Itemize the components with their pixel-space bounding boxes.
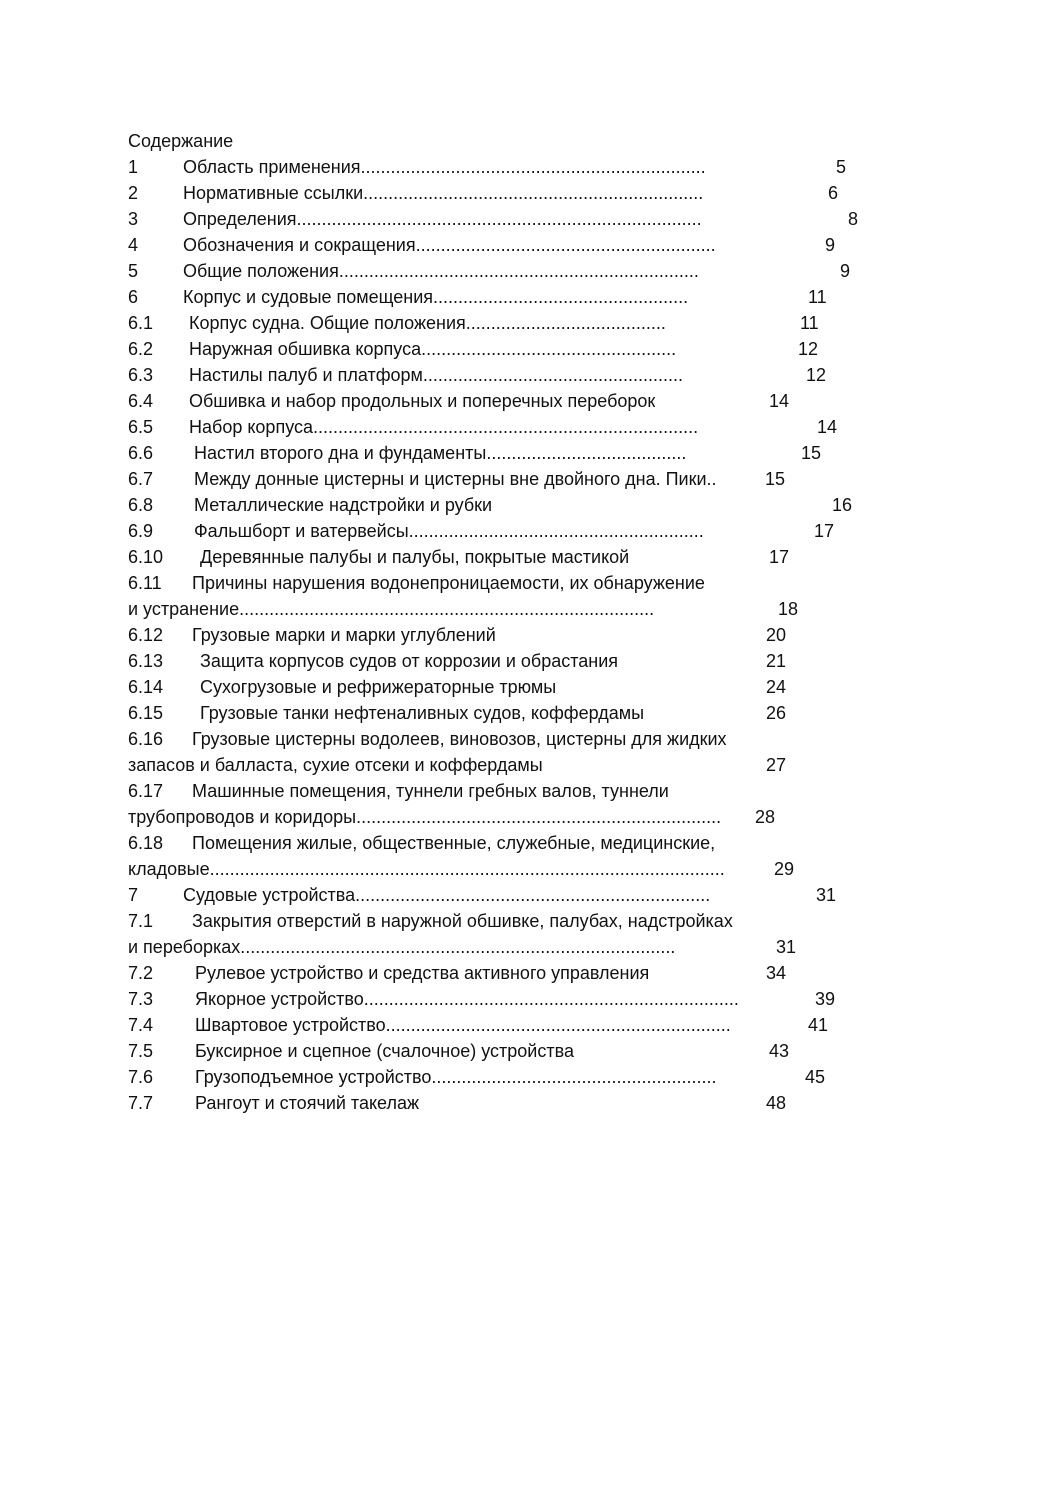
toc-entry xyxy=(128,778,908,804)
toc-entry-title-text: Рулевое устройство и средства активного управления xyxy=(195,963,650,983)
toc-entry xyxy=(128,154,908,180)
toc-entry-title xyxy=(189,336,676,362)
toc-entry-title xyxy=(200,648,618,674)
toc-entry-number: 6.4 xyxy=(128,391,154,411)
toc-entry xyxy=(128,648,908,674)
toc-entry-number: 6.2 xyxy=(128,339,154,359)
toc-entry-title xyxy=(194,518,704,544)
toc-entry-leader: ........................................ xyxy=(486,443,687,463)
toc-entry-title-text: Буксирное и сцепное (счалочное) устройства xyxy=(195,1041,574,1061)
toc-entry-leader: .. xyxy=(706,469,717,489)
toc-entry-title xyxy=(183,882,710,908)
toc-entry-continuation xyxy=(128,804,908,830)
toc-entry-title-text: Помещения жилые, общественные, служебные, медицинские, xyxy=(192,833,716,853)
toc-entry-title-text: Настилы палуб и платформ xyxy=(189,365,423,385)
toc-entry-title-text: Обозначения и сокращения xyxy=(183,235,416,255)
toc-entry xyxy=(128,726,908,752)
toc-entry-page: 17 xyxy=(814,521,835,541)
toc-entry-number: 6.3 xyxy=(128,365,154,385)
toc-entry-cont-text: запасов и балласта, сухие отсеки и коффердамы xyxy=(128,755,543,775)
toc-entry-page: 11 xyxy=(808,287,827,307)
toc-entry-number: 7.5 xyxy=(128,1041,154,1061)
toc-entry-title xyxy=(195,1064,716,1090)
toc-entry-page: 31 xyxy=(776,937,797,957)
toc-entry-title xyxy=(189,362,683,388)
toc-entry-title-text: Машинные помещения, туннели гребных валов, туннели xyxy=(192,781,669,801)
toc-entry-leader: ........................................ xyxy=(465,313,666,333)
toc-entry-number: 6 xyxy=(128,287,139,307)
toc-entry-title-text: Грузовые танки нефтеналивных судов, коффердамы xyxy=(200,703,645,723)
toc-entry-number: 6.10 xyxy=(128,547,164,567)
toc-entry-leader: ................................................................................. xyxy=(296,209,702,229)
toc-entry-title xyxy=(192,622,496,648)
toc-entry-number: 7.4 xyxy=(128,1015,154,1035)
toc-entry-page: 18 xyxy=(778,599,799,619)
toc-entry-title xyxy=(195,1012,731,1038)
toc-entry-number: 4 xyxy=(128,235,139,255)
toc-entry-page: 27 xyxy=(766,755,787,775)
toc-entry-continuation xyxy=(128,596,908,622)
toc-entry-title-text: Деревянные палубы и палубы, покрытые мастикой xyxy=(200,547,630,567)
toc-entry-page: 12 xyxy=(806,365,827,385)
toc-entry-number: 6.11 xyxy=(128,573,162,593)
toc-entry xyxy=(128,362,908,388)
toc-entry xyxy=(128,544,908,570)
toc-entry-continuation xyxy=(128,752,908,778)
toc-entry xyxy=(128,336,908,362)
toc-entry-title-text: Закрытия отверстий в наружной обшивке, палубах, надстройках xyxy=(192,911,733,931)
toc-entry-title-text: Грузоподъемное устройство xyxy=(195,1067,432,1087)
toc-entry xyxy=(128,206,908,232)
toc-entry-leader: ....................................................................................... xyxy=(240,937,676,957)
toc-entry-page: 41 xyxy=(808,1015,829,1035)
toc-entry-leader: ................................................................................... xyxy=(239,599,655,619)
toc-entry-title xyxy=(200,674,556,700)
toc-entry xyxy=(128,908,908,934)
toc-entry xyxy=(128,1090,908,1116)
toc-entry-leader: ..................................................................... xyxy=(385,1015,731,1035)
toc-entry xyxy=(128,1064,908,1090)
toc-entry-title xyxy=(183,232,716,258)
toc-entry-cont-text: кладовые xyxy=(128,859,210,879)
toc-entry-title xyxy=(194,440,686,466)
toc-entry-number: 6.7 xyxy=(128,469,154,489)
toc-entry-page: 15 xyxy=(801,443,822,463)
toc-entry-number: 3 xyxy=(128,209,139,229)
toc-entry-number: 7.1 xyxy=(128,911,154,931)
toc-entry-number: 6.12 xyxy=(128,625,164,645)
toc-entry-title-text: Общие положения xyxy=(183,261,339,281)
toc-entry-title xyxy=(183,154,706,180)
toc-entry-page: 11 xyxy=(800,313,819,333)
toc-entry-page: 20 xyxy=(766,625,787,645)
toc-entry-continuation xyxy=(128,934,908,960)
toc-entry-title-text: Сухогрузовые и рефрижераторные трюмы xyxy=(200,677,557,697)
toc-entry-number: 1 xyxy=(128,157,139,177)
toc-entry-title-cont xyxy=(128,596,654,622)
toc-entry-title xyxy=(183,180,703,206)
toc-entry-page: 21 xyxy=(766,651,787,671)
toc-entry-title xyxy=(189,310,666,336)
toc-entry-title-text: Якорное устройство xyxy=(195,989,364,1009)
toc-entry xyxy=(128,180,908,206)
toc-entry-number: 6.8 xyxy=(128,495,154,515)
toc-entry xyxy=(128,700,908,726)
toc-entry-title-text: Причины нарушения водонепроницаемости, их обнаружение xyxy=(192,573,705,593)
toc-entry-title-text: Область применения xyxy=(183,157,361,177)
toc-entry-number: 2 xyxy=(128,183,139,203)
toc-entry-page: 15 xyxy=(765,469,786,489)
toc-entry-number: 6.1 xyxy=(128,313,154,333)
toc-entry-title xyxy=(192,908,733,934)
toc-entry-title-text: Корпус и судовые помещения xyxy=(183,287,434,307)
toc-entry-title xyxy=(183,206,702,232)
toc-entry-cont-text: трубопроводов и коридоры xyxy=(128,807,357,827)
toc-entry-page: 29 xyxy=(774,859,795,879)
toc-entry-title-text: Настил второго дна и фундаменты xyxy=(194,443,487,463)
toc-entry-page: 26 xyxy=(766,703,787,723)
toc-entry-title xyxy=(189,388,655,414)
toc-entry-continuation xyxy=(128,856,908,882)
toc-entry xyxy=(128,492,908,518)
toc-entry-page: 12 xyxy=(798,339,819,359)
toc-entry-page: 34 xyxy=(766,963,787,983)
toc-entry-title xyxy=(192,830,715,856)
toc-entry-leader: ............................................................................. xyxy=(313,417,699,437)
toc-entry-page: 5 xyxy=(836,157,847,177)
toc-entry-title xyxy=(192,778,669,804)
table-of-contents xyxy=(128,128,908,1116)
toc-entry-cont-text: и переборках xyxy=(128,937,241,957)
toc-entry-title-text: Обшивка и набор продольных и поперечных переборок xyxy=(189,391,656,411)
toc-entry-title xyxy=(195,986,739,1012)
toc-entry xyxy=(128,258,908,284)
toc-entry-page: 28 xyxy=(755,807,776,827)
toc-entry-number: 7.3 xyxy=(128,989,154,1009)
toc-entry-number: 6.5 xyxy=(128,417,154,437)
toc-entry-page: 39 xyxy=(815,989,836,1009)
toc-entry xyxy=(128,830,908,856)
toc-entry-title-text: Наружная обшивка корпуса xyxy=(189,339,422,359)
toc-entry xyxy=(128,310,908,336)
toc-entry-title-text: Грузовые марки и марки углублений xyxy=(192,625,496,645)
toc-entry-number: 6.18 xyxy=(128,833,164,853)
toc-entry-title-text: Фальшборт и ватервейсы xyxy=(194,521,409,541)
toc-entry-title-cont xyxy=(128,856,725,882)
toc-entry-leader: ......................................................................... xyxy=(356,807,722,827)
toc-entry xyxy=(128,882,908,908)
toc-entry-title xyxy=(183,284,688,310)
toc-entry-leader: ....................................................................... xyxy=(355,885,711,905)
toc-entry-title xyxy=(189,414,698,440)
toc-entry-page: 16 xyxy=(832,495,853,515)
toc-entry-cont-text: и устранение xyxy=(128,599,240,619)
toc-entry-number: 7.2 xyxy=(128,963,154,983)
toc-entry-leader: ....................................................................................................... xyxy=(209,859,725,879)
toc-entry-title xyxy=(195,1090,419,1116)
toc-entry-title-text: Корпус судна. Общие положения xyxy=(189,313,466,333)
toc-entry-page: 8 xyxy=(848,209,859,229)
toc-entry-page: 24 xyxy=(766,677,787,697)
toc-entry-number: 6.15 xyxy=(128,703,164,723)
toc-entry-leader: ................................................... xyxy=(421,339,677,359)
toc-entry-title-text: Швартовое устройство xyxy=(195,1015,386,1035)
toc-entry-leader: .................................................................... xyxy=(363,183,704,203)
toc-entry-title-cont xyxy=(128,752,543,778)
toc-entry-number: 6.6 xyxy=(128,443,154,463)
toc-entry xyxy=(128,518,908,544)
toc-entry-number: 6.14 xyxy=(128,677,164,697)
toc-entry-title-text: Защита корпусов судов от коррозии и обрастания xyxy=(200,651,619,671)
toc-entry-title xyxy=(195,960,649,986)
toc-entries xyxy=(128,154,908,1116)
toc-entry xyxy=(128,1038,908,1064)
toc-entry-title-text: Набор корпуса xyxy=(189,417,313,437)
toc-entry-title xyxy=(192,726,727,752)
toc-entry-leader: ......................................................... xyxy=(431,1067,717,1087)
toc-entry-title xyxy=(194,492,492,518)
toc-entry-title-text: Судовые устройства xyxy=(183,885,356,905)
toc-entry xyxy=(128,986,908,1012)
toc-entry-number: 6.9 xyxy=(128,521,154,541)
toc-entry-leader: ..................................................................... xyxy=(360,157,706,177)
toc-entry-number: 7.7 xyxy=(128,1093,154,1113)
toc-entry-title-text: Металлические надстройки и рубки xyxy=(194,495,493,515)
toc-entry-page: 6 xyxy=(828,183,839,203)
toc-entry-title xyxy=(183,258,699,284)
toc-entry-title-text: Между донные цистерны и цистерны вне двойного дна. Пики xyxy=(194,469,707,489)
toc-entry xyxy=(128,232,908,258)
toc-entry-title-text: Нормативные ссылки xyxy=(183,183,364,203)
toc-entry-page: 17 xyxy=(769,547,790,567)
toc-entry xyxy=(128,1012,908,1038)
toc-entry-number: 6.17 xyxy=(128,781,164,801)
toc-entry-page: 14 xyxy=(769,391,790,411)
toc-entry-leader: ................................................... xyxy=(433,287,689,307)
toc-entry-title-cont xyxy=(128,934,675,960)
toc-entry xyxy=(128,414,908,440)
toc-entry-title xyxy=(200,544,629,570)
toc-entry xyxy=(128,440,908,466)
toc-entry-page: 48 xyxy=(766,1093,787,1113)
toc-entry-leader: .................................................... xyxy=(422,365,683,385)
toc-entry-title-text: Грузовые цистерны водолеев, виновозов, цистерны для жидких xyxy=(192,729,727,749)
toc-entry-page: 9 xyxy=(840,261,851,281)
toc-entry-page: 45 xyxy=(805,1067,826,1087)
toc-entry-leader: ........................................................................... xyxy=(363,989,739,1009)
toc-entry-page: 14 xyxy=(817,417,838,437)
toc-entry-title-text: Рангоут и стоячий такелаж xyxy=(195,1093,420,1113)
toc-entry-number: 6.16 xyxy=(128,729,164,749)
toc-title: Содержание xyxy=(128,131,234,151)
toc-entry-page: 31 xyxy=(816,885,837,905)
toc-entry-number: 7.6 xyxy=(128,1067,154,1087)
toc-entry-leader: ........................................................... xyxy=(408,521,704,541)
toc-entry-title-cont xyxy=(128,804,721,830)
toc-entry-page: 9 xyxy=(825,235,836,255)
toc-entry-title xyxy=(200,700,644,726)
toc-entry xyxy=(128,284,908,310)
toc-entry-title xyxy=(192,570,705,596)
toc-entry-leader: ............................................................ xyxy=(415,235,716,255)
toc-entry xyxy=(128,466,908,492)
toc-entry-number: 7 xyxy=(128,885,139,905)
toc-entry xyxy=(128,674,908,700)
toc-entry-page: 43 xyxy=(769,1041,790,1061)
toc-entry xyxy=(128,960,908,986)
toc-entry-number: 6.13 xyxy=(128,651,164,671)
toc-entry-title xyxy=(195,1038,574,1064)
toc-entry xyxy=(128,622,908,648)
toc-entry xyxy=(128,570,908,596)
toc-entry-title-text: Определения xyxy=(183,209,297,229)
toc-entry-title xyxy=(194,466,717,492)
toc-entry-leader: ........................................................................ xyxy=(338,261,699,281)
toc-entry-number: 5 xyxy=(128,261,139,281)
toc-entry xyxy=(128,388,908,414)
